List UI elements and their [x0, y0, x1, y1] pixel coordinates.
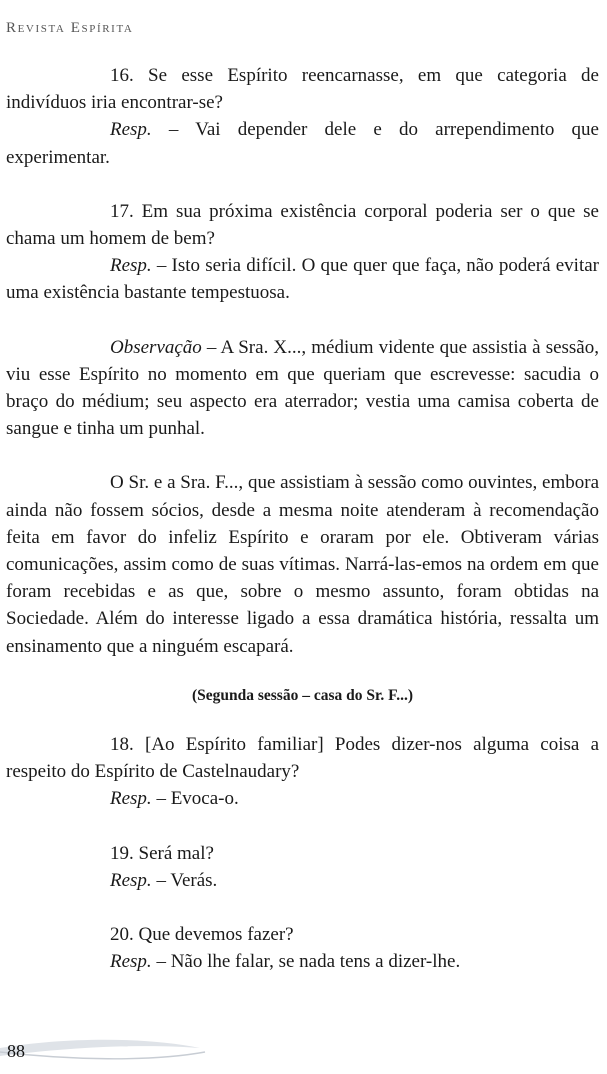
running-header: Revista Espírita: [6, 20, 134, 36]
answer-19: [6, 867, 599, 894]
resp-label: Resp.: [110, 119, 152, 141]
observation-text: – A Sra. X..., médium vidente que assistia à sessão, viu esse Espírito no momento em que queriam que escrevesse: sacudia o braço do médium; seu aspecto era aterrador; vestia uma camisa coberta de sangue e tinha um punhal.: [6, 336, 599, 440]
answer-text: – Não lhe falar, se nada tens a dizer-lhe.: [151, 951, 461, 973]
answer-17: [6, 252, 599, 306]
answer-text: – Vai depender dele e do arrependimento que experimentar.: [6, 119, 599, 168]
answer-20: [6, 948, 599, 975]
answer-16: [6, 116, 599, 170]
narrative-paragraph: O Sr. e a Sra. F..., que assistiam à sessão como ouvintes, embora ainda não fossem sócios, desde a mesma noite atenderam à recomendação feita em favor do infeliz Espírito e oraram por ele. Obtiveram várias comunicações, assim como de suas vítimas. Narrá-las-emos na ordem em que foram recebidas e as que, sobre o mesmo assunto, foram obtidas na Sociedade. Além do interesse ligado a essa dramática história, ressalta um ensinamento que a ninguém escapará.: [6, 472, 599, 657]
question-16: 16. Se esse Espírito reencarnasse, em que categoria de indivíduos iria encontrar-se?: [6, 65, 599, 114]
question-18: 18. [Ao Espírito familiar] Podes dizer-nos alguma coisa a respeito do Espírito de Castelnaudary?: [6, 734, 599, 783]
section-heading: (Segunda sessão – casa do Sr. F...): [191, 686, 414, 704]
resp-label: Resp.: [110, 951, 152, 973]
question-19: 19. Será mal?: [110, 842, 214, 864]
observation: [6, 334, 599, 443]
page-swoosh-ornament: [0, 1030, 220, 1070]
question-17: 17. Em sua próxima existência corporal poderia ser o que se chama um homem de bem?: [6, 200, 599, 250]
answer-text: – Verás.: [151, 869, 218, 891]
page-body: [6, 62, 599, 975]
question-20: 20. Que devemos fazer?: [110, 924, 294, 946]
resp-label: Resp.: [110, 788, 152, 810]
page-number: 88: [7, 1041, 25, 1061]
answer-18: [6, 785, 599, 812]
answer-text: – Isto seria difícil. O que quer que faça, não poderá evitar uma existência bastante tempestuosa.: [6, 255, 599, 304]
observation-label: Observação: [110, 336, 202, 358]
resp-label: Resp.: [110, 255, 152, 277]
answer-text: – Evoca-o.: [151, 788, 239, 810]
resp-label: Resp.: [110, 869, 152, 891]
